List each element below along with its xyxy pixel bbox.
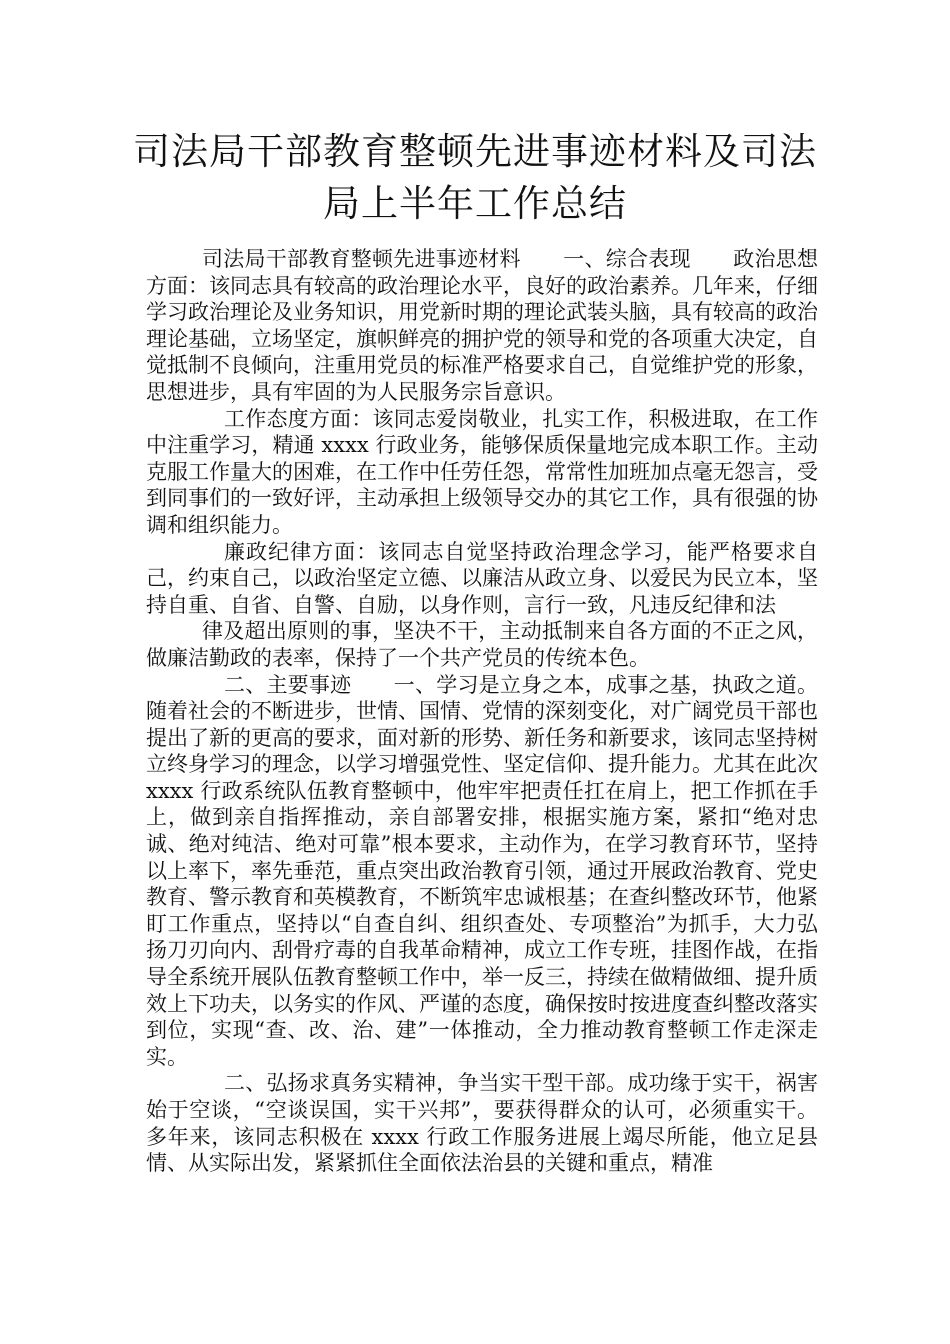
title-line-2: 局上半年工作总结 bbox=[323, 182, 627, 225]
document-title bbox=[120, 126, 830, 230]
paragraph-political: 司法局干部教育整顿先进事迹材料 一、综合表现 政治思想方面：该同志具有较高的政治理论水平，良好的政治素养。几年来，仔细学习政治理论及业务知识，用党新时期的理论武装头脑，具有较高的政治理论基础，立场坚定，旗帜鲜亮的拥护党的领导和党的各项重大决定，自觉抵制不良倾向，注重用党员的标准严格要求自己，自觉维护党的形象，思想进步，具有牢固的为人民服务宗旨意识。 bbox=[146, 247, 818, 404]
paragraph-integrity-continued: 律及超出原则的事，坚决不干，主动抵制来自各方面的不正之风，做廉洁勤政的表率，保持了一个共产党员的传统本色。 bbox=[146, 619, 818, 670]
paragraph-main-deeds: 二、主要事迹 一、学习是立身之本，成事之基，执政之道。随着社会的不断进步，世情、国情、党情的深刻变化，对广阔党员干部也提出了新的更高的要求，面对新的形势、新任务和新要求，该同志坚持树立终身学习的理念，以学习增强党性、坚定信仰、提升能力。尤其在此次 xxxx 行政系统队伍教育整顿中，他牢牢把责任扛在肩上，把工作抓在手上，做到亲自指挥推动，亲自部署安排，根据实施方案，紧扣“绝对忠诚、绝对纯洁、绝对可靠”根本要求，主动作为，在学习教育环节，坚持以上率下，率先垂范，重点突出政治教育引领，通过开展政治教育、党史教育、警示教育和英模教育，不断筑牢忠诚根基；在查纠整改环节，他紧盯工作重点，坚持以“自查自纠、组织查处、专项整治”为抓手，大力弘扬刀刃向内、刮骨疗毒的自我革命精神，成立工作专班，挂图作战，在指导全系统开展队伍教育整顿工作中，举一反三，持续在做精做细、提升质效上下功夫，以务实的作风、严谨的态度，确保按时按进度查纠整改落实到位，实现“查、改、治、建”一体推动，全力推动教育整顿工作走深走实。 bbox=[146, 672, 818, 1069]
paragraph-practical-spirit: 二、弘扬求真务实精神，争当实干型干部。成功缘于实干，祸害始于空谈，“空谈误国，实干兴邦”，要获得群众的认可，必须重实干。多年来，该同志积极在 xxxx 行政工作服务进展上竭尽所能，他立足县情、从实际出发，紧紧抓住全面依法治县的关键和重点，精准 bbox=[146, 1071, 818, 1176]
paragraph-attitude: 工作态度方面：该同志爱岗敬业，扎实工作，积极进取，在工作中注重学习，精通 xxxx 行政业务，能够保质保量地完成本职工作。主动克服工作量大的困难，在工作中任劳任怨，常常性加班加点毫无怨言，受到同事们的一致好评，主动承担上级领导交办的其它工作，具有很强的协调和组织能力。 bbox=[146, 406, 818, 537]
document-body bbox=[146, 246, 818, 1177]
title-line-1: 司法局干部教育整顿先进事迹材料及司法 bbox=[133, 130, 817, 173]
paragraph-integrity: 廉政纪律方面：该同志自觉坚持政治理念学习，能严格要求自己，约束自己，以政治坚定立德、以廉洁从政立身、以爱民为民立本，坚持自重、自省、自警、自励，以身作则，言行一致，凡违反纪律和法 bbox=[146, 539, 818, 617]
